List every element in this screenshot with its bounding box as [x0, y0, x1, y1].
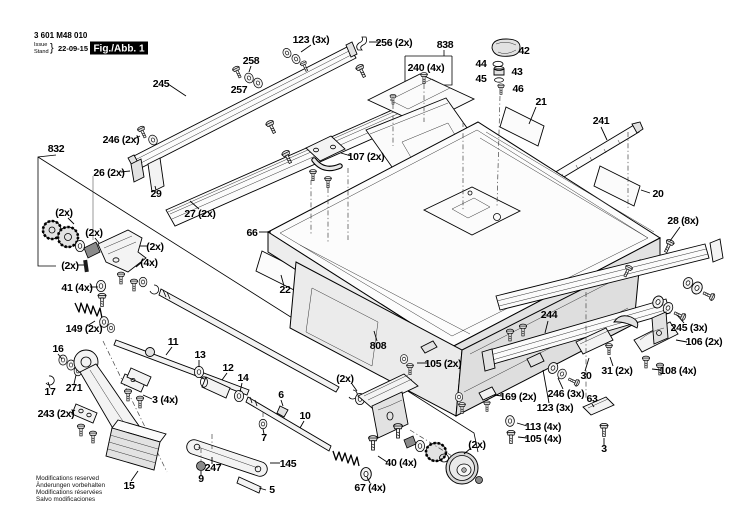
link-145: [187, 440, 268, 477]
trunnion-bracket: [98, 230, 146, 272]
spring-149: [75, 303, 102, 318]
circlip: [150, 285, 159, 294]
part-label--2x--33: (2x): [336, 373, 354, 385]
part-label-17-54: 17: [44, 386, 56, 398]
part-label-257-2: 257: [230, 84, 248, 96]
part-label-256-2x--4: 256 (2x): [375, 37, 413, 49]
part-label-42-7: 42: [518, 45, 530, 57]
footer-line-fr: Modifications réservées: [36, 489, 103, 496]
figure-label: Fig./Abb. 1: [93, 43, 145, 55]
part-label-41-4x--27: 41 (4x): [61, 282, 93, 294]
clip-256: [357, 37, 367, 50]
nut-13: [194, 366, 203, 377]
part-label-245-3x--37: 245 (3x): [670, 322, 708, 334]
part-label-12-51: 12: [222, 362, 234, 374]
part-label-240-4x--6: 240 (4x): [407, 62, 445, 74]
part-label-16-48: 16: [52, 343, 64, 355]
document-part-number: 3 601 M48 010: [34, 31, 88, 40]
part-label-22-30: 22: [279, 284, 291, 296]
part-label-30-35: 30: [580, 370, 592, 382]
part-label-21-12: 21: [535, 96, 547, 108]
washer-7: [259, 419, 267, 429]
screw-31: [606, 344, 613, 355]
part-label-243-2x--56: 243 (2x): [37, 408, 75, 420]
part-label-145-62: 145: [279, 458, 297, 470]
part-label-107-2x--18: 107 (2x): [347, 151, 385, 163]
part-label-123-3x--42: 123 (3x): [536, 402, 574, 414]
part-label-20-19: 20: [652, 188, 664, 200]
spring-67: [333, 451, 359, 466]
bevel-pinion: [426, 443, 449, 462]
part-label-27-2x--17: 27 (2x): [184, 208, 216, 220]
part-label-11-49: 11: [167, 336, 179, 348]
issue-label-de: Stand: [34, 49, 49, 55]
washer-44: [493, 61, 503, 66]
part-label-67-4x--66: 67 (4x): [354, 482, 386, 494]
part-label-63-43: 63: [586, 393, 598, 405]
nut-14: [234, 390, 243, 401]
clamp-block: [84, 242, 100, 258]
part-label-5-63: 5: [269, 484, 275, 496]
part-label-44-8: 44: [475, 58, 487, 70]
part-label-245-0: 245: [152, 78, 170, 90]
part-label-7-59: 7: [261, 432, 267, 444]
part-label-26-2x--15: 26 (2x): [93, 167, 125, 179]
part-label-14-52: 14: [237, 372, 249, 384]
part-label-106-2x--38: 106 (2x): [685, 336, 723, 348]
part-label-46-11: 46: [512, 83, 524, 95]
part-label-169-2x--40: 169 (2x): [499, 391, 537, 403]
part-label-45-10: 45: [475, 73, 487, 85]
part-label-113-4x--44: 113 (4x): [524, 421, 562, 433]
title-block: [34, 31, 148, 55]
part-label-6-57: 6: [278, 389, 284, 401]
part-label-271-53: 271: [65, 382, 83, 394]
issue-label-en: Issue: [34, 42, 48, 48]
issue-brace: }: [50, 42, 54, 54]
part-label-832-21: 832: [47, 143, 65, 155]
rail-hardware-topleft: [137, 47, 310, 146]
washer-45: [495, 78, 504, 82]
part-label--2x--22: (2x): [55, 207, 73, 219]
footer-line-es: Salvo modificaciones: [36, 496, 96, 503]
footer-line-de: Änderungen vorbehalten: [36, 482, 105, 489]
handwheel-knob: [446, 452, 483, 484]
part-label-149-2x--28: 149 (2x): [65, 323, 103, 335]
part-label--2x--47: (2x): [468, 439, 486, 451]
plate-3: [121, 368, 151, 408]
rail-clip-29: [148, 158, 164, 192]
part-label-3-4x--55: 3 (4x): [152, 394, 178, 406]
screw-108: [642, 356, 649, 368]
part-label-13-50: 13: [194, 349, 206, 361]
part-label-258-1: 258: [242, 55, 260, 67]
part-label--2x--24: (2x): [146, 241, 164, 253]
screw-105: [507, 430, 515, 443]
part-label-105-4x--45: 105 (4x): [524, 433, 562, 445]
part-label-108-4x--39: 108 (4x): [659, 365, 697, 377]
part-label-246-3x--41: 246 (3x): [547, 388, 585, 400]
ball-stud: [146, 348, 155, 357]
part-label--2x--23: (2x): [85, 227, 103, 239]
part-label-247-60: 247: [204, 462, 222, 474]
part-label-246-2x--14: 246 (2x): [102, 134, 140, 146]
washer-113: [506, 416, 515, 427]
part-label-123-3x--3: 123 (3x): [292, 34, 330, 46]
roll-pin: [83, 260, 89, 272]
issue-date: 22-09-15: [58, 44, 89, 53]
part-label-29-16: 29: [150, 188, 162, 200]
part-label-9-61: 9: [198, 473, 204, 485]
clamp-nut: [404, 436, 416, 448]
part-label-808-31: 808: [369, 340, 387, 352]
part-label-28-8x--20: 28 (8x): [667, 215, 699, 227]
screw-3: [600, 423, 608, 436]
part-label-3-46: 3: [601, 443, 607, 455]
gear-mount-bracket: [358, 374, 418, 438]
plate-243: [72, 404, 97, 443]
washer-67: [361, 468, 372, 481]
part-label--2x--26: (2x): [61, 260, 79, 272]
footer-notice: [36, 475, 105, 503]
part-label-838-5: 838: [436, 39, 454, 51]
ring-17: [46, 376, 54, 385]
part-label-244-34: 244: [540, 309, 558, 321]
part-label-15-64: 15: [123, 480, 135, 492]
part-label--4x--25: (4x): [140, 257, 158, 269]
rail-end-bracket: [710, 239, 723, 262]
footer-line-en: Modifications reserved: [36, 475, 99, 482]
screw-245: [673, 310, 687, 322]
part-label-66-29: 66: [246, 227, 258, 239]
part-label-31-2x--36: 31 (2x): [601, 365, 633, 377]
part-label-43-9: 43: [511, 66, 523, 78]
part-label-40-4x--65: 40 (4x): [385, 457, 417, 469]
part-label-105-2x--32: 105 (2x): [424, 358, 462, 370]
screw-46: [498, 84, 504, 94]
part-label-10-58: 10: [299, 410, 311, 422]
screw-40: [369, 436, 378, 450]
part-label-241-13: 241: [592, 115, 610, 127]
pin-5: [237, 477, 261, 493]
